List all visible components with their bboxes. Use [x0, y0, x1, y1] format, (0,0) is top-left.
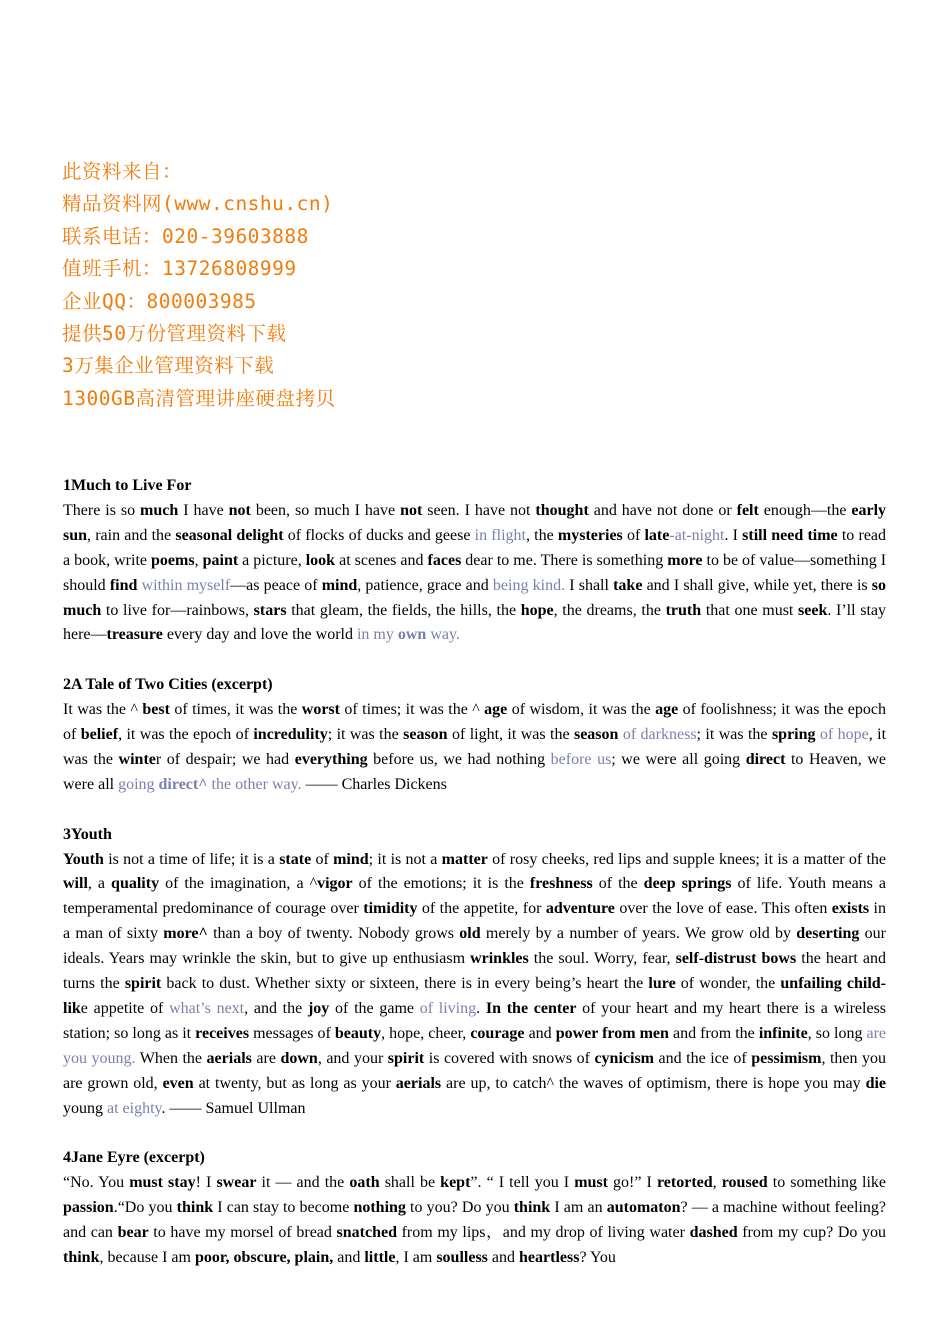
bold-keyword: time [803, 526, 838, 544]
bold-keyword: must [574, 1174, 608, 1192]
bold-keyword: spirit [387, 1049, 425, 1067]
text-run: to be of value—something I should [63, 551, 887, 594]
text-run: is covered with snows of [424, 1049, 595, 1067]
bold-keyword: retorted [656, 1174, 713, 1192]
bold-keyword: season [403, 726, 448, 744]
bold-keyword: unfailing child-lik [63, 975, 887, 1017]
bold-keyword: aerials [395, 1074, 442, 1092]
text-run: It was the ^ [63, 701, 143, 719]
bold-keyword: beauty [334, 1024, 382, 1042]
bold-keyword: mind [333, 850, 369, 868]
text-run: ! I [195, 1174, 217, 1192]
text-run: it — and the [256, 1174, 350, 1192]
bold-keyword: truth [665, 601, 702, 619]
highlighted-phrase: of living [419, 1000, 477, 1017]
text-run: e appetite of [80, 1000, 170, 1017]
text-run: over the love of ease. This often [614, 900, 832, 918]
text-run: young [63, 1099, 107, 1117]
text-run: . [476, 1000, 486, 1017]
source-info-header [62, 156, 562, 415]
text-run: , [194, 551, 203, 569]
bold-keyword: belief [80, 726, 119, 744]
text-run: back to dust. Whether sixty or sixteen, there is in every being’s heart the [161, 975, 649, 993]
text-run: . I’ll stay here— [63, 601, 887, 644]
text-run: at scenes and [335, 551, 428, 569]
text-run: before us, we had nothing [367, 750, 551, 768]
section-youth [63, 823, 886, 1122]
bold-keyword: aerials [206, 1049, 252, 1067]
bold-keyword: die [865, 1074, 887, 1092]
bold-keyword: spring [771, 726, 816, 744]
highlighted-bold-phrase: own [397, 626, 427, 644]
bold-keyword: self-distrust bows [675, 950, 797, 968]
text-run: a picture, [238, 551, 306, 569]
bold-keyword: wrinkles [470, 950, 529, 968]
text-run: I am an [550, 1199, 607, 1217]
text-run: ? — a machine without feeling? and can [63, 1199, 887, 1242]
offer-line-2: 3万集企业管理资料下载 [62, 354, 275, 378]
bold-keyword: best [142, 701, 170, 719]
offer-line-3: 1300GB高清管理讲座硬盘拷贝 [62, 386, 336, 410]
section-title: 2A Tale of Two Cities (excerpt) [63, 676, 273, 694]
bold-keyword: infinite [758, 1024, 808, 1042]
bold-keyword: deep springs [643, 875, 732, 893]
bold-keyword: early sun [63, 501, 887, 544]
text-run: There is so [63, 501, 141, 519]
bold-keyword: thought [535, 501, 589, 519]
bold-keyword: nothing [353, 1199, 406, 1217]
bold-keyword: even [162, 1074, 194, 1092]
text-run: ? You [579, 1249, 616, 1267]
text-run: , rain and the [87, 526, 176, 544]
text-run: . I [724, 526, 743, 544]
text-run: , it was the epoch of [118, 726, 254, 744]
bold-keyword: much [140, 501, 179, 519]
bold-keyword: exists [831, 900, 870, 918]
text-run: merely by a number of years. We grow old by [480, 925, 797, 943]
text-run: of [622, 526, 645, 544]
text-run: ; it is not a [368, 850, 442, 868]
text-run: of light, it was the [447, 726, 574, 744]
text-run: the soul. Worry, fear, [528, 950, 676, 968]
bold-keyword: oath [349, 1174, 380, 1192]
text-run: r of despair; we had [155, 750, 295, 768]
section-title: 3Youth [63, 825, 112, 843]
bold-keyword: poor, obscure, plain, [194, 1249, 334, 1267]
website-line: 精品资料网(www.cnshu.cn) [62, 192, 334, 216]
text-run: .“Do you [113, 1199, 177, 1217]
text-run: from my cup? Do you [737, 1224, 887, 1242]
highlighted-phrase: what’s next [169, 1000, 245, 1017]
bold-keyword: take [613, 576, 643, 594]
text-run: at twenty, but as long as your [193, 1074, 396, 1092]
bold-keyword: mind [321, 576, 358, 594]
bold-keyword: soulless [436, 1249, 488, 1267]
text-run: of rosy cheeks, red lips and supple knees; it is a matter of the [487, 850, 886, 868]
bold-keyword: quality [111, 875, 160, 893]
highlighted-phrase: the other way. [207, 775, 302, 793]
bold-keyword: lure [648, 975, 676, 993]
bold-keyword: little [364, 1249, 396, 1267]
text-run: enough—the [758, 501, 852, 519]
bold-keyword: not [228, 501, 251, 519]
bold-keyword: so much [63, 576, 886, 619]
phone-line: 联系电话：020-39603888 [62, 224, 309, 248]
bold-keyword: late [644, 526, 670, 544]
bold-keyword: snatched [336, 1224, 397, 1242]
text-run: , it was the [63, 726, 887, 768]
bold-keyword: find [109, 576, 138, 594]
bold-keyword: vigor [317, 875, 353, 893]
bold-keyword: receives [195, 1024, 250, 1042]
text-run: to have my morsel of bread [148, 1224, 337, 1242]
highlighted-phrase: in flight [474, 526, 526, 544]
bold-keyword: faces [427, 551, 462, 569]
section-title: 1Much to Live For [63, 477, 192, 494]
text-run: of the game [329, 1000, 420, 1017]
text-run: I shall [565, 576, 614, 594]
section-title: 4Jane Eyre (excerpt) [63, 1149, 205, 1167]
bold-keyword: power from men [555, 1024, 669, 1042]
section-text [63, 848, 886, 1122]
bold-keyword: automaton [606, 1199, 681, 1217]
highlighted-phrase: being kind. [492, 576, 566, 594]
bold-keyword: treasure [106, 626, 163, 644]
bold-keyword: matter [441, 850, 488, 868]
highlighted-phrase: before us [550, 750, 612, 768]
bold-keyword: think [176, 1199, 214, 1217]
text-run: of flocks of ducks and geese [283, 526, 475, 544]
text-run: of times, it was the [169, 701, 302, 719]
text-run: than a boy of twenty. Nobody grows [207, 925, 460, 943]
section-jane-eyre [63, 1146, 886, 1271]
section-tale-of-two-cities [63, 673, 886, 798]
bold-keyword: incredulity [253, 726, 328, 744]
text-run: are [251, 1049, 281, 1067]
section-text [63, 698, 886, 798]
bold-keyword: spirit [124, 975, 162, 993]
bold-keyword: Youth [63, 850, 104, 868]
text-run: to live for—rainbows, [101, 601, 254, 619]
qq-line: 企业QQ：800003985 [62, 289, 257, 313]
text-run: , patience, grace and [357, 576, 493, 594]
text-run: , [712, 1174, 722, 1192]
highlighted-phrase: at eighty [107, 1099, 162, 1117]
bold-keyword: poems [151, 551, 195, 569]
text-run: and [333, 1249, 365, 1267]
text-run: is not a time of life; it is a [103, 850, 280, 868]
section-text [63, 499, 886, 648]
text-run: and [487, 1249, 520, 1267]
text-run: of times; it was the ^ [339, 701, 485, 719]
bold-keyword: courage [470, 1024, 525, 1042]
text-run: and from the [668, 1024, 759, 1042]
bold-keyword: age [484, 701, 508, 719]
bold-keyword: hope [520, 601, 554, 619]
text-run: and the ice of [654, 1049, 752, 1067]
text-run: , and your [317, 1049, 388, 1067]
bold-keyword: season [573, 726, 619, 744]
text-run: , hope, cheer, [381, 1024, 471, 1042]
text-run: , then you are grown old, [63, 1049, 887, 1092]
bold-keyword: will [63, 875, 88, 893]
text-run: and [524, 1024, 556, 1042]
text-run: every day and love the world [162, 626, 357, 644]
bold-keyword: joy [307, 1000, 330, 1017]
bold-keyword: dashed [689, 1224, 738, 1242]
highlighted-phrase: within myself [141, 576, 231, 594]
text-run: to you? Do you [405, 1199, 514, 1217]
text-run: ; we were all going [611, 750, 746, 768]
text-run: , and the [244, 1000, 308, 1017]
bold-keyword: pessimism [751, 1049, 822, 1067]
bold-keyword: passion [63, 1199, 114, 1217]
text-run: , I am [395, 1249, 437, 1267]
text-run: of wonder, the [675, 975, 781, 993]
text-run: —— Charles Dickens [301, 775, 447, 793]
text-run: in a man of sixty [63, 900, 887, 943]
bold-keyword: state [279, 850, 312, 868]
text-run: . —— Samuel Ullman [161, 1099, 306, 1117]
text-run: ”. “ I tell you I [470, 1174, 575, 1192]
bold-keyword: timidity [363, 900, 418, 918]
text-run: of your heart and my heart there is a wireless station; so long as it [63, 1000, 887, 1042]
text-run: our ideals. Years may wrinkle the skin, but to give up enthusiasm [63, 925, 887, 968]
text-run: messages of [249, 1024, 335, 1042]
highlighted-phrase: -at-night [669, 526, 725, 544]
highlighted-phrase: way. [426, 626, 460, 644]
bold-keyword: more^ [163, 925, 208, 943]
bold-keyword: think [63, 1249, 100, 1267]
section-text [63, 1171, 886, 1271]
text-run: of foolishness; it was the epoch of [63, 701, 887, 744]
bold-keyword: deserting [796, 925, 860, 943]
bold-keyword: down [280, 1049, 318, 1067]
text-run: dear to me. There is something [461, 551, 668, 569]
highlighted-phrase: are you young. [63, 1024, 886, 1067]
bold-keyword: felt [736, 501, 759, 519]
bold-keyword: think [513, 1199, 551, 1217]
text-run: ; it was the [696, 726, 772, 744]
text-run: that gleam, the fields, the hills, the [286, 601, 521, 619]
bold-keyword: swear [216, 1174, 257, 1192]
mobile-line: 值班手机：13726808999 [62, 257, 297, 281]
bold-keyword: more [667, 551, 703, 569]
text-run: , the [525, 526, 558, 544]
text-run: to Heaven, we were all [63, 750, 887, 793]
text-run: —as peace of [230, 576, 322, 594]
source-line: 此资料来自： [62, 160, 183, 183]
bold-keyword: heartless [519, 1249, 580, 1267]
bold-keyword: direct [745, 750, 786, 768]
bold-keyword: still need [742, 526, 804, 544]
text-run: of [311, 850, 334, 868]
bold-keyword: stars [253, 601, 287, 619]
highlighted-phrase: of hope [819, 726, 869, 744]
bold-keyword: kept [440, 1174, 471, 1192]
bold-keyword: freshness [529, 875, 593, 893]
text-run: are up, to catch^ the waves of optimism, there is hope you may [441, 1074, 866, 1092]
text-run: and have not done or [588, 501, 737, 519]
text-run: I can stay to become [213, 1199, 354, 1217]
bold-keyword: cynicism [594, 1049, 654, 1067]
text-run: ; it was the [327, 726, 404, 744]
text-run: , a [87, 875, 112, 893]
highlighted-phrase: of darkness [622, 726, 697, 744]
text-run: of wisdom, it was the [507, 701, 656, 719]
offer-line-1: 提供50万份管理资料下载 [62, 322, 287, 346]
text-run: I have [178, 501, 229, 519]
highlighted-phrase: going [118, 775, 159, 793]
text-run: seen. I have not [422, 501, 536, 519]
text-run: to read a book, write [63, 526, 887, 569]
text-run: to something like [767, 1174, 887, 1192]
bold-keyword: bear [117, 1224, 149, 1242]
text-run: the heart and turns the [63, 950, 886, 993]
bold-keyword: worst [301, 701, 340, 719]
bold-keyword: look [305, 551, 336, 569]
text-run: shall be [379, 1174, 441, 1192]
highlighted-bold-phrase: direct^ [158, 775, 208, 793]
text-run: of life. Youth means a temperamental predominance of courage over [63, 875, 887, 918]
text-run: that one must [701, 601, 799, 619]
text-run: , because I am [99, 1249, 195, 1267]
text-run: , so long [807, 1024, 867, 1042]
highlighted-phrase: in my [356, 626, 398, 644]
text-run: , the dreams, the [553, 601, 666, 619]
text-run: “No. You [63, 1174, 130, 1192]
bold-keyword: must stay [129, 1174, 196, 1192]
bold-keyword: paint [202, 551, 239, 569]
bold-keyword: age [655, 701, 679, 719]
bold-keyword: winte [118, 750, 156, 768]
bold-keyword: not [400, 501, 423, 519]
text-run: When the [135, 1049, 207, 1067]
bold-keyword: In the center [485, 1000, 577, 1017]
bold-keyword: everything [294, 750, 368, 768]
text-run: been, so much I have [250, 501, 401, 519]
section-much-to-live-for [63, 474, 886, 648]
text-run: of the emotions; it is the [352, 875, 530, 893]
text-run: and I shall give, while yet, there is [642, 576, 872, 594]
text-run: go!” I [607, 1174, 657, 1192]
bold-keyword: adventure [545, 900, 615, 918]
bold-keyword: old [459, 925, 481, 943]
bold-keyword: seasonal delight [175, 526, 284, 544]
text-run: from my lips，and my drop of living water [396, 1224, 690, 1242]
bold-keyword: roused [721, 1174, 768, 1192]
document-body [63, 474, 886, 1296]
bold-keyword: mysteries [557, 526, 623, 544]
text-run: of the [592, 875, 644, 893]
text-run: of the imagination, a ^ [159, 875, 318, 893]
text-run: of the appetite, for [417, 900, 546, 918]
bold-keyword: seek [798, 601, 828, 619]
